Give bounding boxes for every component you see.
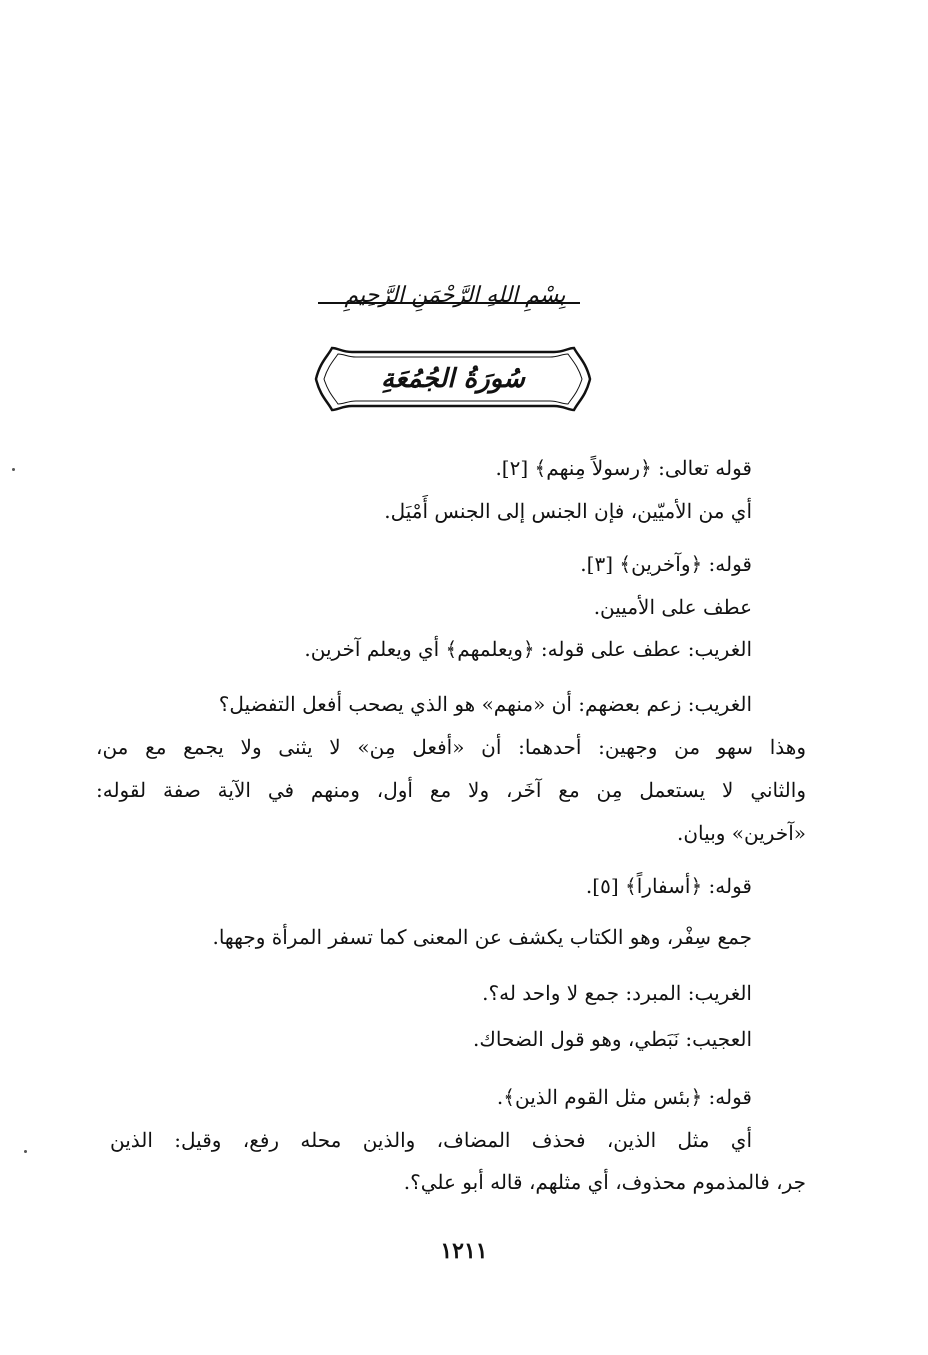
text-line: وهذا سهو من وجهين: أحدهما: أن «أفعل مِن» لا يثنى ولا يجمع مع من، [96, 735, 806, 759]
text-line: أي من الأميّين، فإن الجنس إلى الجنس أَمْيَل. [384, 499, 752, 523]
text-line: الغريب: عطف على قوله: ﴿ويعلمهم﴾ أي ويعلم آخرين. [304, 637, 752, 661]
basmala-underline [318, 302, 580, 304]
surah-title: سُورَةُ الجُمُعَةِ [381, 364, 525, 394]
text-line: قوله: ﴿وآخرين﴾ [٣]. [580, 552, 752, 576]
text-line: جمع سِفْر، وهو الكتاب يكشف عن المعنى كما تسفر المرأة وجهها. [212, 925, 752, 949]
basmala: بِسْمِ اللهِ الرَّحْمَنِ الرَّحِيمِ [344, 283, 566, 308]
scan-speck [24, 1150, 27, 1153]
text-line: العجيب: نَبَطي، وهو قول الضحاك. [473, 1027, 752, 1051]
text-line: أي مثل الذين، فحذف المضاف، والذين محله رفع، وقيل: الذين [110, 1128, 752, 1152]
text-line: والثاني لا يستعمل مِن مع آخَر، ولا مع أول، ومنهم في الآية صفة لقوله: [96, 778, 806, 802]
text-line: الغريب: زعم بعضهم: أن «منهم» هو الذي يصحب أفعل التفضيل؟ [218, 692, 752, 716]
surah-title-frame [312, 346, 594, 412]
page-number: ١٢١١ [440, 1238, 488, 1264]
text-line: «آخرين» وبيان. [677, 821, 806, 845]
text-line: عطف على الأميين. [593, 595, 752, 619]
text-line: الغريب: المبرد: جمع لا واحد له؟. [482, 981, 752, 1005]
text-line: قوله تعالى: ﴿رسولاً مِنهم﴾ [٢]. [495, 456, 752, 480]
text-line: قوله: ﴿أسفاراً﴾ [٥]. [585, 874, 752, 898]
text-line: قوله: ﴿بئس مثل القوم الذين﴾. [496, 1085, 752, 1109]
scan-speck [12, 468, 15, 471]
text-line: جر، فالمذموم محذوف، أي مثلهم، قاله أبو علي؟. [403, 1170, 806, 1194]
